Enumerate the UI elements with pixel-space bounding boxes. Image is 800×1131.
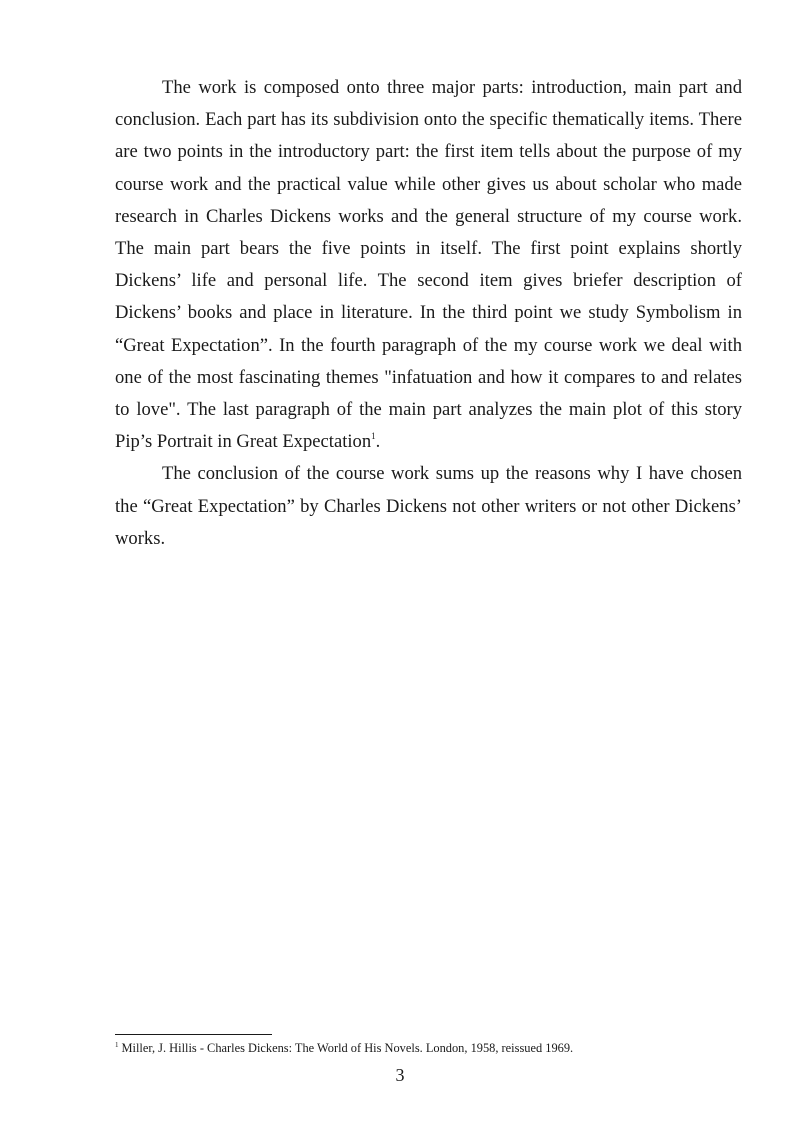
paragraph-conclusion bbox=[115, 458, 742, 555]
paragraph-tail: . bbox=[375, 431, 381, 453]
page-number: 3 bbox=[395, 1065, 405, 1085]
paragraph-text: The work is composed onto three major parts: introduction, main part and conclusion. Each part has its subdivision onto the specific thematically items. There are two points in the introductory part: the first item tells about the purpose of my course work and the practical value while other gives us about scholar who made research in Charles Dickens works and the general structure of my course work. The main part bears the five points in itself. The first point explains shortly Dickens’ life and personal life. The second item gives briefer description of Dickens’ books and place in literature. In the third point we study Symbolism in “Great Expectation”. In the fourth paragraph of the my course work we deal with one of the most fascinating themes "infatuation and how it compares to and relates to love". The last paragraph of the main part analyzes the main plot of this story Pip’s Portrait in Great Expectation bbox=[115, 77, 742, 453]
paragraph-text: The conclusion of the course work sums up the reasons why I have chosen the “Great Expectation” by Charles Dickens not other writers or not other Dickens’ works. bbox=[115, 463, 742, 549]
footnote-marker: 1 bbox=[115, 1041, 119, 1049]
body-text bbox=[115, 72, 742, 555]
footnote-text: Miller, J. Hillis - Charles Dickens: The World of His Novels. London, 1958, reissued 1969. bbox=[121, 1041, 574, 1055]
footnote-separator bbox=[115, 1034, 272, 1035]
footnote-reference[interactable]: 1 bbox=[371, 431, 376, 442]
paragraph-structure bbox=[115, 72, 742, 458]
footnote bbox=[115, 1041, 755, 1056]
